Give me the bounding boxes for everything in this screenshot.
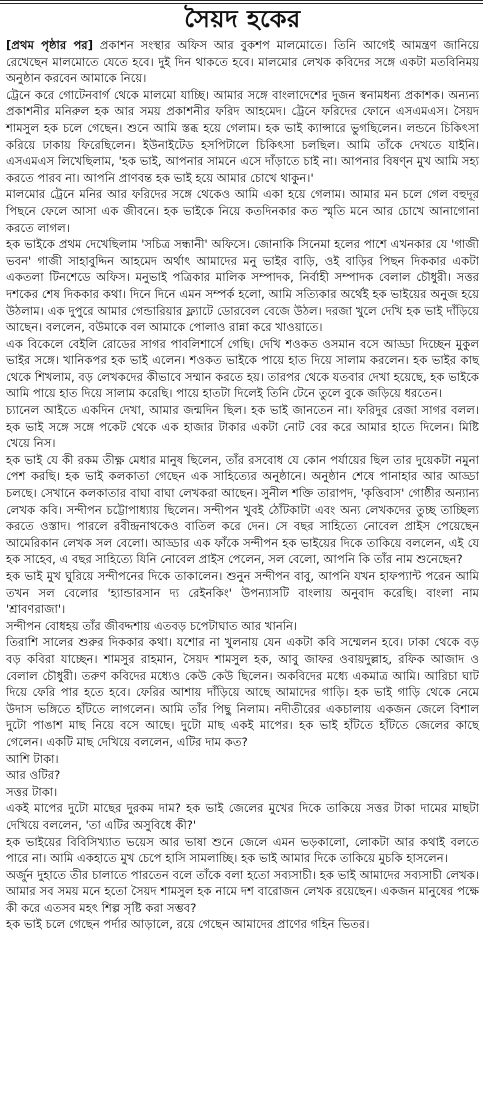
headline: সৈয়দ হকের [184,4,301,33]
paragraph: একই মাপের দুটো মাছের দুরকম দাম? হক ভাই জেলের মুখের দিকে তাকিয়ে সত্তর টাকা দামের মাছটা দেখিয়ে বললেন, 'তা এটির অসুবিধে কী?' [6,801,479,832]
top-rule [0,0,483,4]
paragraph: এক বিকেলে বেইলি রোডের সাগর পাবলিশার্সে গেছি। দেখি শওকত ওসমান বসে আড্ডা দিচ্ছেন মুকুল ভাইর সঙ্গে। খানিকপর হক ভাই এলেন। শওকত ভাইকে পায়ে হাত দিয়ে সালাম করলেন। হক ভাইর কাছ থেকে শিখলাম, বড় লেখকদের কীভাবে সম্মান করতে হয়। তারপর থেকে যতবার দেখা হয়েছে, হক ভাইকে আমি পায়ে হাত দিয়ে সালাম করেছি। পায়ে হাতটা দিলেই তিনি টেনে তুলে বুকে জড়িয়ে ধরতেন। [6,336,479,401]
paragraph: আশি টাকা। [6,751,59,766]
paragraph: সত্তর টাকা। [6,784,58,799]
paragraph: হক ভাইয়ের বিবিসিখ্যাত ভয়েস আর ভাষা শুনে জেলে এমন ভড়কালো, লোকটা আর কথাই বলতে পারে না। আমি একহাতে মুখ চেপে হাসি সামলাচ্ছি। হক ভাই আমার দিকে তাকিয়ে মুচকি হাসলেন। [6,834,479,866]
paragraph: ট্রেনে করে গোটেনবার্গ থেকে মালমো যাচ্ছি। আমার সঙ্গে বাংলাদেশের দুজন স্বনামধন্য প্রকাশক। অন্যন্য প্রকাশনীর মনিরুল হক আর সময় প্রকাশনীর ফরিদ আহমেদ। ট্রেনে ফরিদের ফোনে এসএমএস। সৈয়দ শামসুল হক চলে গেছেন। শুনে আমি স্তব্ধ হয়ে গেলাম। হক ভাই ক্যান্সারে ভুগছিলেন। লন্ডনে চিকিৎসা করিয়ে ঢাকায় ফিরেছিলেন। ইউনাইটেড হসপিটালে চিকিৎসা চলছিল। আমি তাঁকে দেখতে যাইনি। এসএমএস লিখেছিলাম, 'হক ভাই, আপনার সামনে এসে দাঁড়াতে চাই না। আপনার বিষণ্ন মুখ আমি সহ্য করতে পারব না। আপনি প্রাণবন্ত হক ভাই হয়ে আমার চোখে থাকুন।' [6,87,479,185]
paragraph: অর্জুন দুহাতে তীর চালাতে পারতেন বলে তাঁকে বলা হতো সব্যসাচী। হক ভাই আমাদের সব্যসাচী লেখক। আমার সব সময় মনে হতো সৈয়দ শামসুল হক নামে দশ বারোজন লেখক রয়েছেন। একজন মানুষের পক্ষে কী করে এতসব মহৎ শিল্প সৃষ্টি করা সম্ভব? [6,867,479,915]
paragraph: হক ভাইকে প্রথম দেখেছিলাম 'সচিত্র সন্ধানী' অফিসে। জোনাকি সিনেমা হলের পাশে এখনকার যে 'গাজী ভবন' গাজী সাহাবুদ্দিন আহমেদ অর্থাৎ আমাদের মনু ভাইর বাড়ি, ওই বাড়ির পিছন দিককার একটা একতলা টিনশেডে অফিস। মনুভাই পত্রিকার মালিক সম্পাদক, নির্বাহী সম্পাদক বেলাল চৌধুরী। সত্তর দশকের শেষ দিককার কথা। দিনে দিনে এমন সম্পর্ক হলো, আমি সত্যিকার অর্থেই হক ভাইয়ের অনুজ হয়ে উঠলাম। এক দুপুরে আমার গেন্ডারিয়ার ফ্ল্যাটে ডোরবেল বেজে উঠল। দরজা খুলে দেখি হক ভাই দাঁড়িয়ে আছেন। বললেন, বউমাকে বল আমাকে পোলাও রান্না করে খাওয়াতে। [6,237,479,335]
paragraph: চ্যানেল আইতে একদিন দেখা, আমার জন্মদিন ছিল। হক ভাই জানতেন না। ফরিদুর রেজা সাগর বলল। হক ভাই সঙ্গে সঙ্গে পকেট থেকে এক হাজার টাকার একটা নোট বের করে আমার হাতে দিলেন। মিষ্টি খেয়ে নিস। [6,403,479,451]
paragraph: আর ওটির? [6,768,61,783]
paragraph: তিরাশি সালের শুরুর দিককার কথা। যশোর না খুলনায় যেন একটা কবি সম্মেলন হবে। ঢাকা থেকে বড় বড় কবিরা যাচ্ছেন। শামসুর রাহমান, সৈয়দ শামসুল হক, আবু জাফর ওবায়দুল্লাহ, রফিক আজাদ ও বেলাল চৌধুরী। তরুণ কবিদের মধ্যেও কেউ কেউ ছিলেন। অকবিদের মধ্যে একমাত্র আমি। আরিচা ঘাট দিয়ে ফেরি পার হতে হবে। ফেরির আশায় দাঁড়িয়ে আছে আমাদের গাড়ি। হক ভাই গাড়ি থেকে নেমে উদাস ভঙ্গিতে হাঁটতে লাগলেন। আমি তাঁর পিছু নিলাম। নদীতীরের একচালায় একজন জেলে বিশাল দুটো পাঙাশ মাছ নিয়ে বসে আছে। দুটো মাছ একই মাপের। হক ভাই হাঁটতে হাঁটতে জেলের কাছে গেলেন। একটি মাছ দেখিয়ে বললেন, এটির দাম কত? [6,635,479,749]
paragraph: সন্দীপন বোধহয় তাঁর জীবদ্দশায় এতবড় চপেটাঘাত আর খাননি। [6,618,298,633]
paragraph [6,37,479,87]
paragraph-text: প্রকাশন সংস্থার অফিস আর বুকশপ মালমোতে। তিনি আগেই আমন্ত্রণ জানিয়ে রেখেছেন মালমোতে যেতে হবে। দুই দিন থাকতে হবে। মালমোর লেখক কবিদের সঙ্গে একটা মতবিনিময় অনুষ্ঠান করবেন আমাকে নিয়ে। [6,38,479,86]
article-body [6,37,479,933]
paragraph: মালমোর ট্রেনে মনির আর ফরিদের সঙ্গে থেকেও আমি একা হয়ে গেলাম। আমার মন চলে গেল বহুদূর পিছনে ফেলে আসা এক জীবনে। হক ভাইকে নিয়ে কতদিনকার কত স্মৃতি মনে আর চোখে আনাগোনা করতে লাগল। [6,187,479,235]
paragraph: হক ভাই মুখ ঘুরিয়ে সন্দীপনের দিকে তাকালেন। শুনুন সন্দীপন বাবু, আপনি যখন হাফপ্যান্ট পরেন আমি তখন সল বেলোর 'হ্যান্ডারসান দ্য রেইনকিং' উপন্যাসটি বাংলায় অনুবাদ করেছি। বাংলা নাম 'শ্রাবণরাজা'। [6,569,479,617]
paragraph: হক ভাই চলে গেছেন পর্দার আড়ালে, রয়ে গেছেন আমাদের প্রাণের গহিন ভিতর। [6,917,370,932]
continued-from-label: [প্রথম পৃষ্ঠার পর] [6,38,93,52]
paragraph: হক ভাই যে কী রকম তীক্ষ্ণ মেধার মানুষ ছিলেন, তাঁর রসবোধ যে কোন পর্যায়ের ছিল তার দুয়েকটা নমুনা পেশ করছি। হক ভাই কলকাতা গেছেন এক সাহিত্যের অনুষ্ঠানে। অনুষ্ঠান শেষে পানাহার আর আড্ডা চলছে। সেখানে কলকাতার বাঘা বাঘা লেখকরা আছেন। সুনীল শক্তি তারাপদ, 'কৃত্তিবাস' গোষ্ঠীর অন্যান্য লেখক কবি। সন্দীপন চট্টোপাধ্যায় ছিলেন। সন্দীপন খুবই ঠোঁটকাটা এবং অন্য লেখকদের তুচ্ছ তাচ্ছিল্য করতে ওস্তাদ। পারলে রবীন্দ্রনাথকেও বাতিল করে দেন। সে বছর সাহিত্যে নোবেল প্রাইস পেয়েছেন আমেরিকান লেখক সল বেলো। আড্ডার এক ফাঁকে সন্দীপন হক ভাইয়ের দিকে তাকিয়ে বললেন, এই যে হক সাহেব, এ বছর সাহিত্যে যিনি নোবেল প্রাইস পেলেন, সল বেলো, আপনি কি তাঁর নাম শুনেছেন? [6,452,479,567]
